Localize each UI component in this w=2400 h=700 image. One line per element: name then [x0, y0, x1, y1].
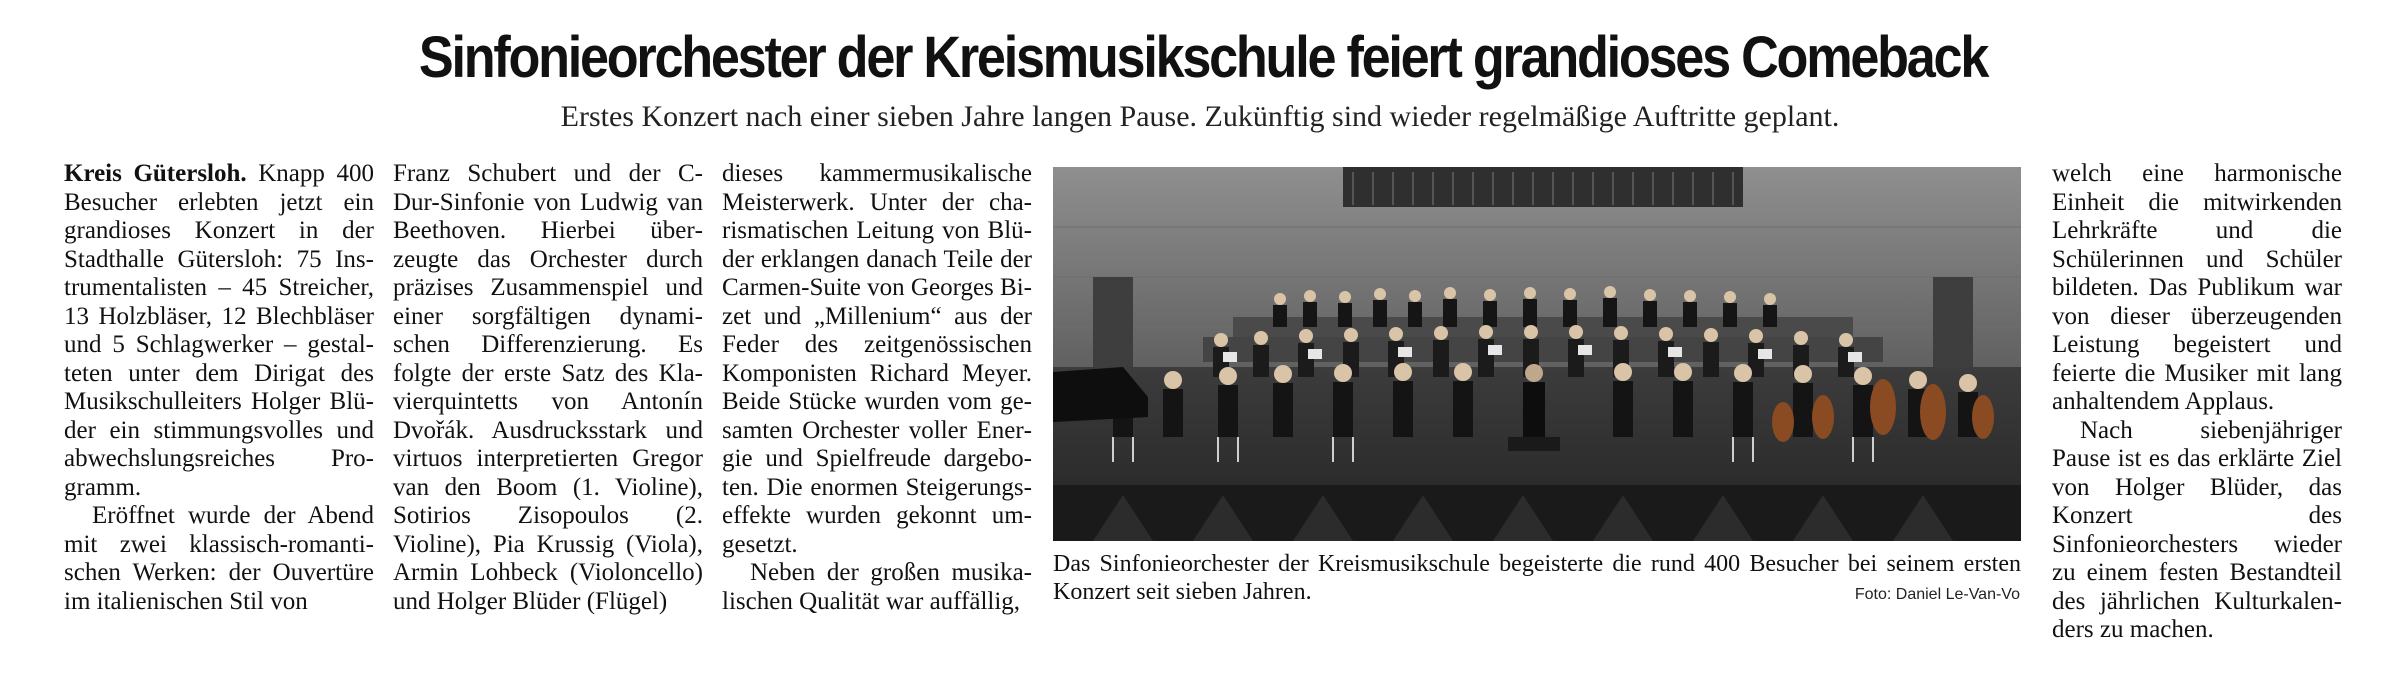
paragraph: welch eine harmonische Einheit die mitwirkenden Lehrkräfte und die Schülerinnen und Schüler bildeten. Das Publikum war von dieser überzeugenden Leistung begeistert und feierte die Musiker mit lang anhaltendem Applaus. — [2052, 160, 2342, 415]
paragraph: dieses kammermusikalische Meisterwerk. Unter der charismatischen Leitung von Blüder erklangen danach Teile der Carmen-Suite von Georges Bizet und „Millenium“ aus der Feder des zeitgenössischen Komponisten Richard Meyer. Beide Stücke wurden vom gesamten Orchester voller Energie und Spielfreude dargeboten. Die enormen Steigerungseffekte wurden gekonnt umgesetzt. — [722, 160, 1032, 558]
article-column-1 — [64, 160, 374, 616]
photo-credit: Foto: Daniel Le-Van-Vo — [1854, 586, 2020, 603]
paragraph: Franz Schubert und der C-Dur-Sinfonie von Ludwig van Beethoven. Hierbei überzeugte das Orchester durch präzises Zusammenspiel und einer sorgfältigen dynamischen Differenzierung. Es folgte der erste Satz des Klavierquintetts von Antonín Dvořák. Ausdrucksstark und virtuos interpretierten Gregor van den Boom (1. Violine), Sotirios Zisopoulos (2. Violine), Pia Krussig (Viola), Armin Lohbeck (Violoncello) und Holger Blüder (Flügel) — [393, 160, 703, 615]
article-column-3 — [722, 160, 1032, 616]
orchestra-photo-illustration — [1053, 167, 2021, 541]
paragraph — [64, 160, 374, 502]
dateline: Kreis Gütersloh. — [64, 160, 247, 187]
paragraph: Neben der großen musikalischen Qualität war auffällig, — [722, 559, 1032, 615]
paragraph: Eröffnet wurde der Abend mit zwei klassisch-romantischen Werken: der Ouvertüre im italienischen Stil von — [64, 502, 374, 615]
paragraph: Nach siebenjähriger Pause ist es das erklärte Ziel von Holger Blüder, das Konzert des Sinfonieorchesters wieder zu einem festen Bestandteil des jährlichen Kulturkalenders zu machen. — [2052, 416, 2342, 643]
subheadline: Erstes Konzert nach einer sieben Jahre langen Pause. Zukünftig sind wieder regelmäßige Auftritte geplant. — [560, 100, 1840, 133]
photo-caption: Das Sinfonieorchester der Kreismusikschule begeisterte die rund 400 Besucher bei seinem ersten Konzert seit sieben Jahren. — [1053, 551, 2021, 605]
paragraph-text: Knapp 400 Besucher erlebten jetzt ein grandioses Konzert in der Stadthalle Gütersloh: 75 Instrumentalisten – 45 Streicher, 13 Holzbläser, 12 Blechbläser und 5 Schlagwerker – gestalteten unter dem Dirigat des Musikschulleiters Holger Blüder ein stimmungsvolles und abwechslungsreiches Programm. — [64, 160, 374, 501]
article-column-2 — [393, 160, 703, 616]
article-column-4 — [2052, 160, 2342, 645]
orchestra-photo — [1053, 167, 2021, 541]
headline: Sinfonieorchester der Kreismusikschule feiert grandioses Comeback — [418, 25, 1988, 90]
